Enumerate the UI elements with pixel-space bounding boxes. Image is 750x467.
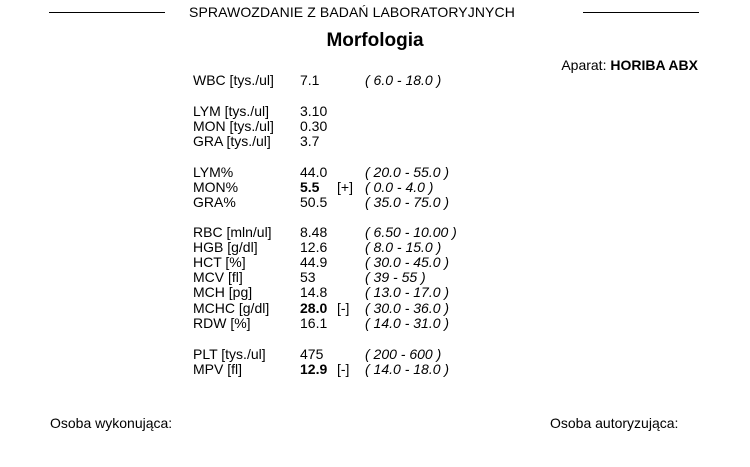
device-name: HORIBA ABX bbox=[610, 57, 698, 73]
result-label: MPV [fl] bbox=[193, 361, 243, 377]
result-label: MCHC [g/dl] bbox=[193, 300, 270, 316]
result-flag: [+] bbox=[337, 179, 353, 195]
result-label: MON% bbox=[193, 179, 239, 195]
result-value: 12.9 bbox=[300, 361, 328, 377]
result-range: ( 14.0 - 18.0 ) bbox=[365, 361, 450, 377]
result-flag: [-] bbox=[337, 300, 350, 316]
result-range: ( 13.0 - 17.0 ) bbox=[365, 284, 450, 300]
header-rule-right bbox=[583, 12, 699, 13]
result-value: 8.48 bbox=[300, 224, 328, 240]
result-range: ( 0.0 - 4.0 ) bbox=[365, 179, 434, 195]
result-range: ( 20.0 - 55.0 ) bbox=[365, 164, 450, 180]
result-label: MCH [pg] bbox=[193, 284, 253, 300]
result-label: WBC [tys./ul] bbox=[193, 72, 274, 88]
report-header: SPRAWOZDANIE Z BADAŃ LABORATORYJNYCH bbox=[189, 4, 515, 20]
result-label: HGB [g/dl] bbox=[193, 239, 258, 255]
result-value: 44.9 bbox=[300, 254, 328, 270]
result-label: LYM [tys./ul] bbox=[193, 103, 269, 119]
result-label: RDW [%] bbox=[193, 315, 251, 331]
result-value: 3.7 bbox=[300, 133, 320, 149]
result-label: MON [tys./ul] bbox=[193, 118, 274, 134]
result-range: ( 30.0 - 36.0 ) bbox=[365, 300, 450, 316]
result-value: 3.10 bbox=[300, 103, 328, 119]
result-value: 53 bbox=[300, 269, 316, 285]
result-range: ( 8.0 - 15.0 ) bbox=[365, 239, 442, 255]
result-label: PLT [tys./ul] bbox=[193, 346, 266, 362]
result-value: 475 bbox=[300, 346, 324, 362]
section-title: Morfologia bbox=[326, 30, 424, 51]
result-value: 0.30 bbox=[300, 118, 328, 134]
result-label: GRA% bbox=[193, 194, 236, 210]
result-value: 5.5 bbox=[300, 179, 320, 195]
result-flag: [-] bbox=[337, 361, 350, 377]
result-value: 16.1 bbox=[300, 315, 328, 331]
result-range: ( 39 - 55 ) bbox=[365, 269, 426, 285]
result-value: 7.1 bbox=[300, 72, 320, 88]
header-rule-left bbox=[49, 12, 165, 13]
result-range: ( 35.0 - 75.0 ) bbox=[365, 194, 450, 210]
authorizer-label: Osoba autoryzująca: bbox=[550, 415, 679, 431]
result-range: ( 6.0 - 18.0 ) bbox=[365, 72, 442, 88]
result-range: ( 6.50 - 10.00 ) bbox=[365, 224, 457, 240]
performer-label: Osoba wykonująca: bbox=[50, 415, 173, 431]
result-value: 44.0 bbox=[300, 164, 328, 180]
result-label: RBC [mln/ul] bbox=[193, 224, 272, 240]
result-label: MCV [fl] bbox=[193, 269, 243, 285]
result-range: ( 200 - 600 ) bbox=[365, 346, 442, 362]
result-label: GRA [tys./ul] bbox=[193, 133, 271, 149]
result-value: 12.6 bbox=[300, 239, 328, 255]
device-info bbox=[561, 57, 698, 73]
result-label: HCT [%] bbox=[193, 254, 246, 270]
result-range: ( 30.0 - 45.0 ) bbox=[365, 254, 450, 270]
result-label: LYM% bbox=[193, 164, 234, 180]
result-value: 14.8 bbox=[300, 284, 328, 300]
device-label: Aparat: bbox=[561, 57, 607, 73]
result-value: 50.5 bbox=[300, 194, 328, 210]
result-range: ( 14.0 - 31.0 ) bbox=[365, 315, 450, 331]
result-value: 28.0 bbox=[300, 300, 328, 316]
